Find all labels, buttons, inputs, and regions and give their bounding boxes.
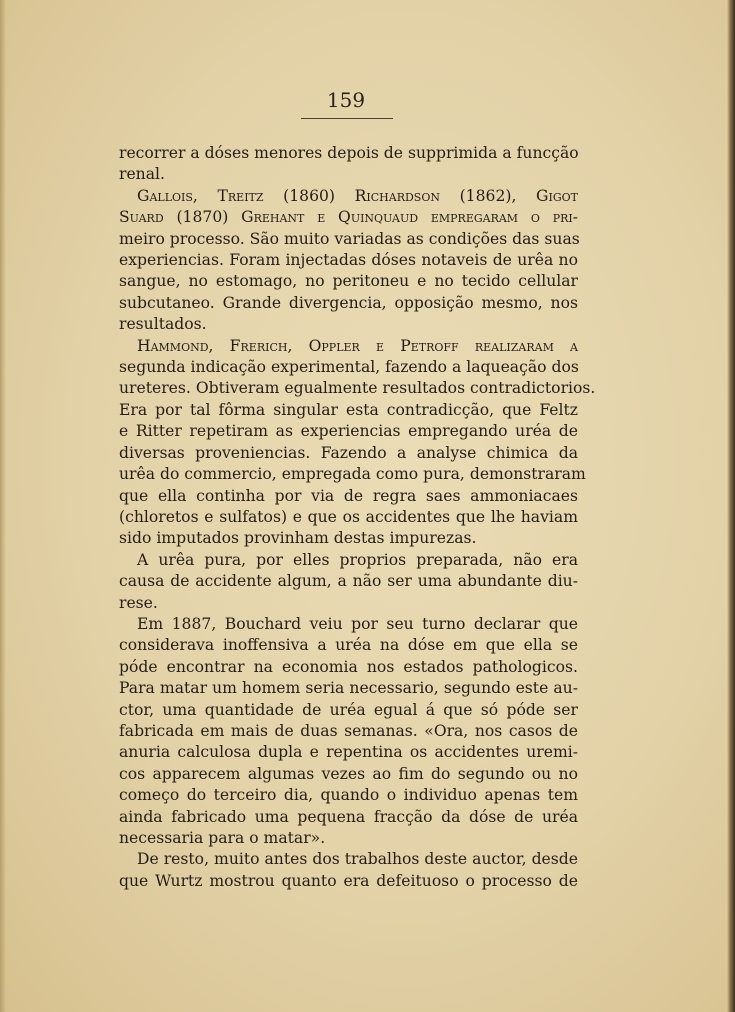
text-line: causa de accidente algum, a não ser uma abundante diu- bbox=[119, 572, 578, 591]
page-number: 159 bbox=[326, 88, 366, 112]
text-line: sangue, no estomago, no peritoneu e no tecido cellular bbox=[119, 272, 578, 291]
text-line: Para matar um homem seria necessario, segundo este au- bbox=[119, 679, 578, 698]
text-line: Hammond, Frerich, Oppler e Petroff realizaram a bbox=[137, 336, 578, 355]
text-line: ctor, uma quantidade de uréa egual á que só póde ser bbox=[119, 700, 578, 719]
text-line: póde encontrar na economia nos estados pathologicos. bbox=[119, 657, 578, 676]
text-line: fabricada em mais de duas semanas. «Ora, nos casos de bbox=[119, 721, 578, 740]
text-line: e Ritter repetiram as experiencias empregando uréa de bbox=[119, 422, 578, 441]
text-line: experiencias. Foram injectadas dóses notaveis de urêa no bbox=[119, 251, 578, 270]
text-line: Era por tal fôrma singular esta contradicção, que Feltz bbox=[119, 400, 578, 419]
text-line: Gallois, Treitz (1860) Richardson (1862), Gigot bbox=[137, 186, 578, 205]
text-line: anuria calculosa dupla e repentina os accidentes uremi- bbox=[119, 743, 578, 762]
text-line: subcutaneo. Grande divergencia, opposição mesmo, nos bbox=[119, 293, 578, 312]
text-line: Em 1887, Bouchard veiu por seu turno declarar que bbox=[137, 614, 578, 633]
text-line: A urêa pura, por elles proprios preparada, não era bbox=[137, 550, 578, 569]
text-line: necessaria para o matar». bbox=[119, 829, 326, 847]
text-line: meiro processo. São muito variadas as condições das suas bbox=[119, 229, 580, 248]
header-rule bbox=[301, 118, 393, 119]
body-text bbox=[119, 143, 596, 892]
text-line: De resto, muito antes dos trabalhos deste auctor, desde bbox=[137, 850, 578, 869]
text-line: recorrer a dóses menores depois de supprimida a funcção bbox=[119, 144, 579, 162]
text-line: renal. bbox=[119, 165, 165, 184]
text-line: Suard (1870) Grehant e Quinquaud empregaram o pri- bbox=[119, 208, 578, 227]
text-line: começo do terceiro dia, quando o individuo apenas tem bbox=[119, 786, 578, 805]
text-line: diversas proveniencias. Fazendo a analyse chimica da bbox=[119, 443, 578, 462]
text-line: que Wurtz mostrou quanto era defeituoso o processo de bbox=[119, 871, 578, 890]
text-line: que ella continha por via de regra saes ammoniacaes bbox=[119, 486, 578, 505]
text-line: resultados. bbox=[119, 315, 207, 334]
text-line: urêa do commercio, empregada como pura, demonstraram bbox=[119, 465, 586, 484]
text-line: sido imputados provinham destas impurezas. bbox=[119, 529, 477, 548]
text-line: considerava inoffensiva a uréa na dóse em que ella se bbox=[119, 636, 578, 655]
text-line: (chloretos e sulfatos) e que os accidentes que lhe haviam bbox=[119, 507, 578, 526]
text-line: ainda fabricado uma pequena fracção da dóse de uréa bbox=[119, 807, 578, 826]
text-line: cos apparecem algumas vezes ao fim do segundo ou no bbox=[119, 764, 578, 783]
text-line: rese. bbox=[119, 593, 158, 612]
text-line: segunda indicação experimental, fazendo a laqueação dos bbox=[119, 358, 579, 377]
text-line: ureteres. Obtiveram egualmente resultados contradictorios. bbox=[119, 379, 596, 398]
